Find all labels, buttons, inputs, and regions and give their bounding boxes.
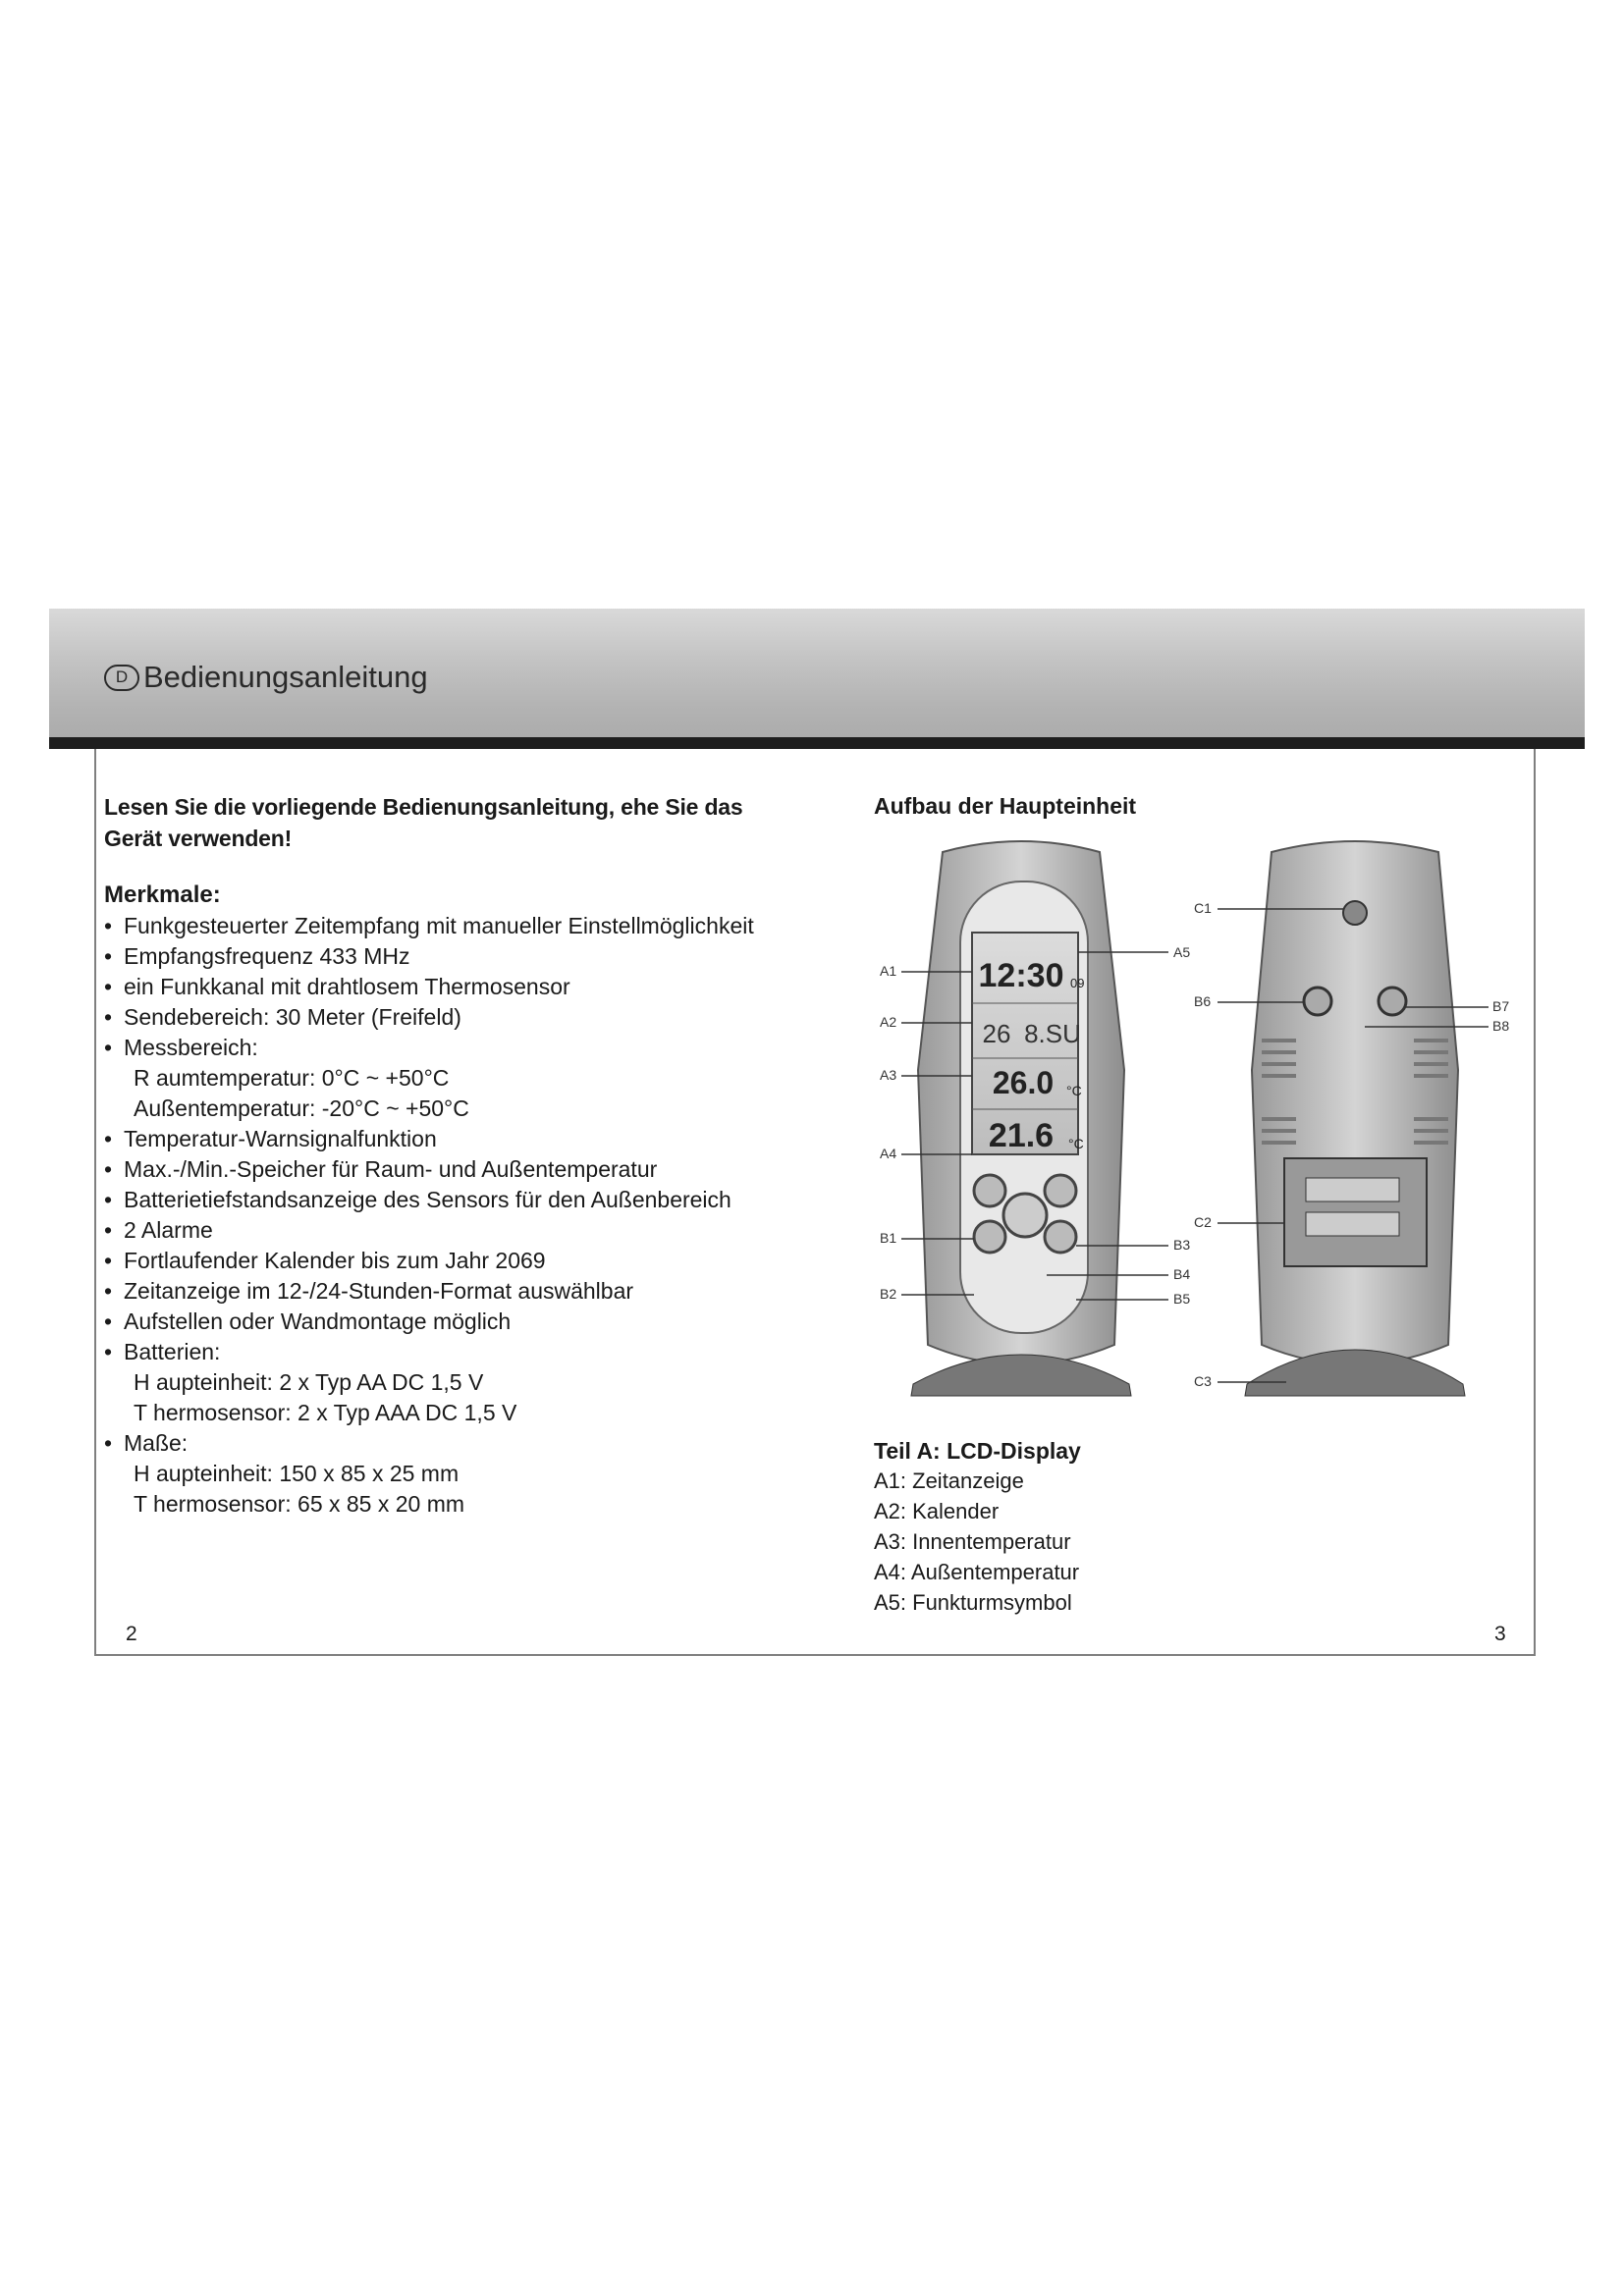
feature-item: • Empfangsfrequenz 433 MHz: [104, 941, 791, 972]
feature-item: • Messbereich:: [104, 1033, 791, 1063]
lcd-temp-in: 26.0: [992, 1065, 1055, 1100]
feature-subitem: Außentemperatur: -20°C ~ +50°C: [134, 1095, 469, 1121]
legend-item: A1: Zeitanzeige: [874, 1468, 1024, 1493]
lcd-seconds: 09: [1070, 976, 1085, 990]
page-number-right: 3: [1494, 1623, 1506, 1645]
label-c3: C3: [1194, 1373, 1212, 1389]
feature-item: • 2 Alarme: [104, 1215, 791, 1246]
title-text: Bedienungsanleitung: [143, 660, 428, 694]
front-unit: [911, 841, 1131, 1396]
feature-item: • Batterien:: [104, 1337, 791, 1367]
button-b3[interactable]: [1045, 1175, 1076, 1206]
feature-item: • Sendebereich: 30 Meter (Freifeld): [104, 1002, 791, 1033]
legend-heading: Teil A: LCD-Display: [874, 1438, 1081, 1464]
legend-item: A3: Innentemperatur: [874, 1529, 1071, 1554]
intro-text: [104, 791, 791, 854]
label-b2: B2: [880, 1286, 897, 1302]
lcd-legend: [874, 1436, 1081, 1618]
intro-line: Lesen Sie die vorliegende Bedienungsanleitung, ehe Sie das: [104, 794, 743, 820]
page-number-left: 2: [126, 1623, 137, 1645]
features-list: [104, 911, 791, 1520]
features-heading: Merkmale:: [104, 881, 221, 908]
lcd-unit-in: °C: [1066, 1083, 1082, 1098]
feature-item: • Max.-/Min.-Speicher für Raum- und Außentemperatur: [104, 1154, 791, 1185]
figure-heading: Aufbau der Haupteinheit: [874, 793, 1137, 819]
label-b5: B5: [1173, 1291, 1191, 1307]
button-b2[interactable]: [974, 1221, 1005, 1253]
feature-item: • Zeitanzeige im 12-/24-Stunden-Format auswählbar: [104, 1276, 791, 1307]
legend-item: A5: Funkturmsymbol: [874, 1590, 1072, 1615]
feature-item: • Aufstellen oder Wandmontage möglich: [104, 1307, 791, 1337]
lcd-temp-out: 21.6: [988, 1117, 1055, 1154]
intro-line: Gerät verwenden!: [104, 826, 293, 851]
label-c2: C2: [1194, 1214, 1212, 1230]
feature-item: • Temperatur-Warnsignalfunktion: [104, 1124, 791, 1154]
right-column: [874, 791, 1551, 821]
feature-subitem: T hermosensor: 2 x Typ AAA DC 1,5 V: [134, 1400, 517, 1425]
label-b1: B1: [880, 1230, 897, 1246]
label-c1: C1: [1194, 900, 1212, 916]
language-badge: D: [104, 665, 139, 691]
label-a4: A4: [880, 1146, 897, 1161]
feature-subitem: H aupteinheit: 150 x 85 x 25 mm: [134, 1461, 460, 1486]
feature-item: • Fortlaufender Kalender bis zum Jahr 2069: [104, 1246, 791, 1276]
document-title: [104, 660, 428, 695]
feature-item: • ein Funkkanal mit drahtlosem Thermosensor: [104, 972, 791, 1002]
feature-item: • Funkgesteuerter Zeitempfang mit manueller Einstellmöglichkeit: [104, 911, 791, 941]
legend-item: A2: Kalender: [874, 1499, 1000, 1523]
device-diagram: [874, 834, 1522, 1423]
label-b4: B4: [1173, 1266, 1191, 1282]
label-a5: A5: [1173, 944, 1191, 960]
label-a2: A2: [880, 1014, 897, 1030]
button-b1[interactable]: [974, 1175, 1005, 1206]
feature-subitem: R aumtemperatur: 0°C ~ +50°C: [134, 1065, 450, 1091]
label-a3: A3: [880, 1067, 897, 1083]
label-a1: A1: [880, 963, 897, 979]
feature-item: • Batterietiefstandsanzeige des Sensors für den Außenbereich: [104, 1185, 791, 1215]
label-b6: B6: [1194, 993, 1212, 1009]
left-column: [104, 791, 791, 1520]
lcd-time: 12:30: [978, 957, 1064, 994]
header-banner: [49, 609, 1585, 749]
feature-subitem: T hermosensor: 65 x 85 x 20 mm: [134, 1491, 465, 1517]
back-unit: [1245, 841, 1465, 1396]
label-b7: B7: [1492, 998, 1510, 1014]
button-b5[interactable]: [1045, 1221, 1076, 1253]
button-b4[interactable]: [1003, 1194, 1047, 1237]
feature-item: • Maße:: [104, 1428, 791, 1459]
legend-item: A4: Außentemperatur: [874, 1560, 1080, 1584]
lcd-date-right: 8.SU: [1024, 1019, 1081, 1048]
feature-subitem: H aupteinheit: 2 x Typ AA DC 1,5 V: [134, 1369, 484, 1395]
label-b8: B8: [1492, 1018, 1510, 1034]
lcd-date-left: 26: [982, 1019, 1011, 1048]
label-b3: B3: [1173, 1237, 1191, 1253]
lcd-unit-out: °C: [1068, 1136, 1084, 1151]
